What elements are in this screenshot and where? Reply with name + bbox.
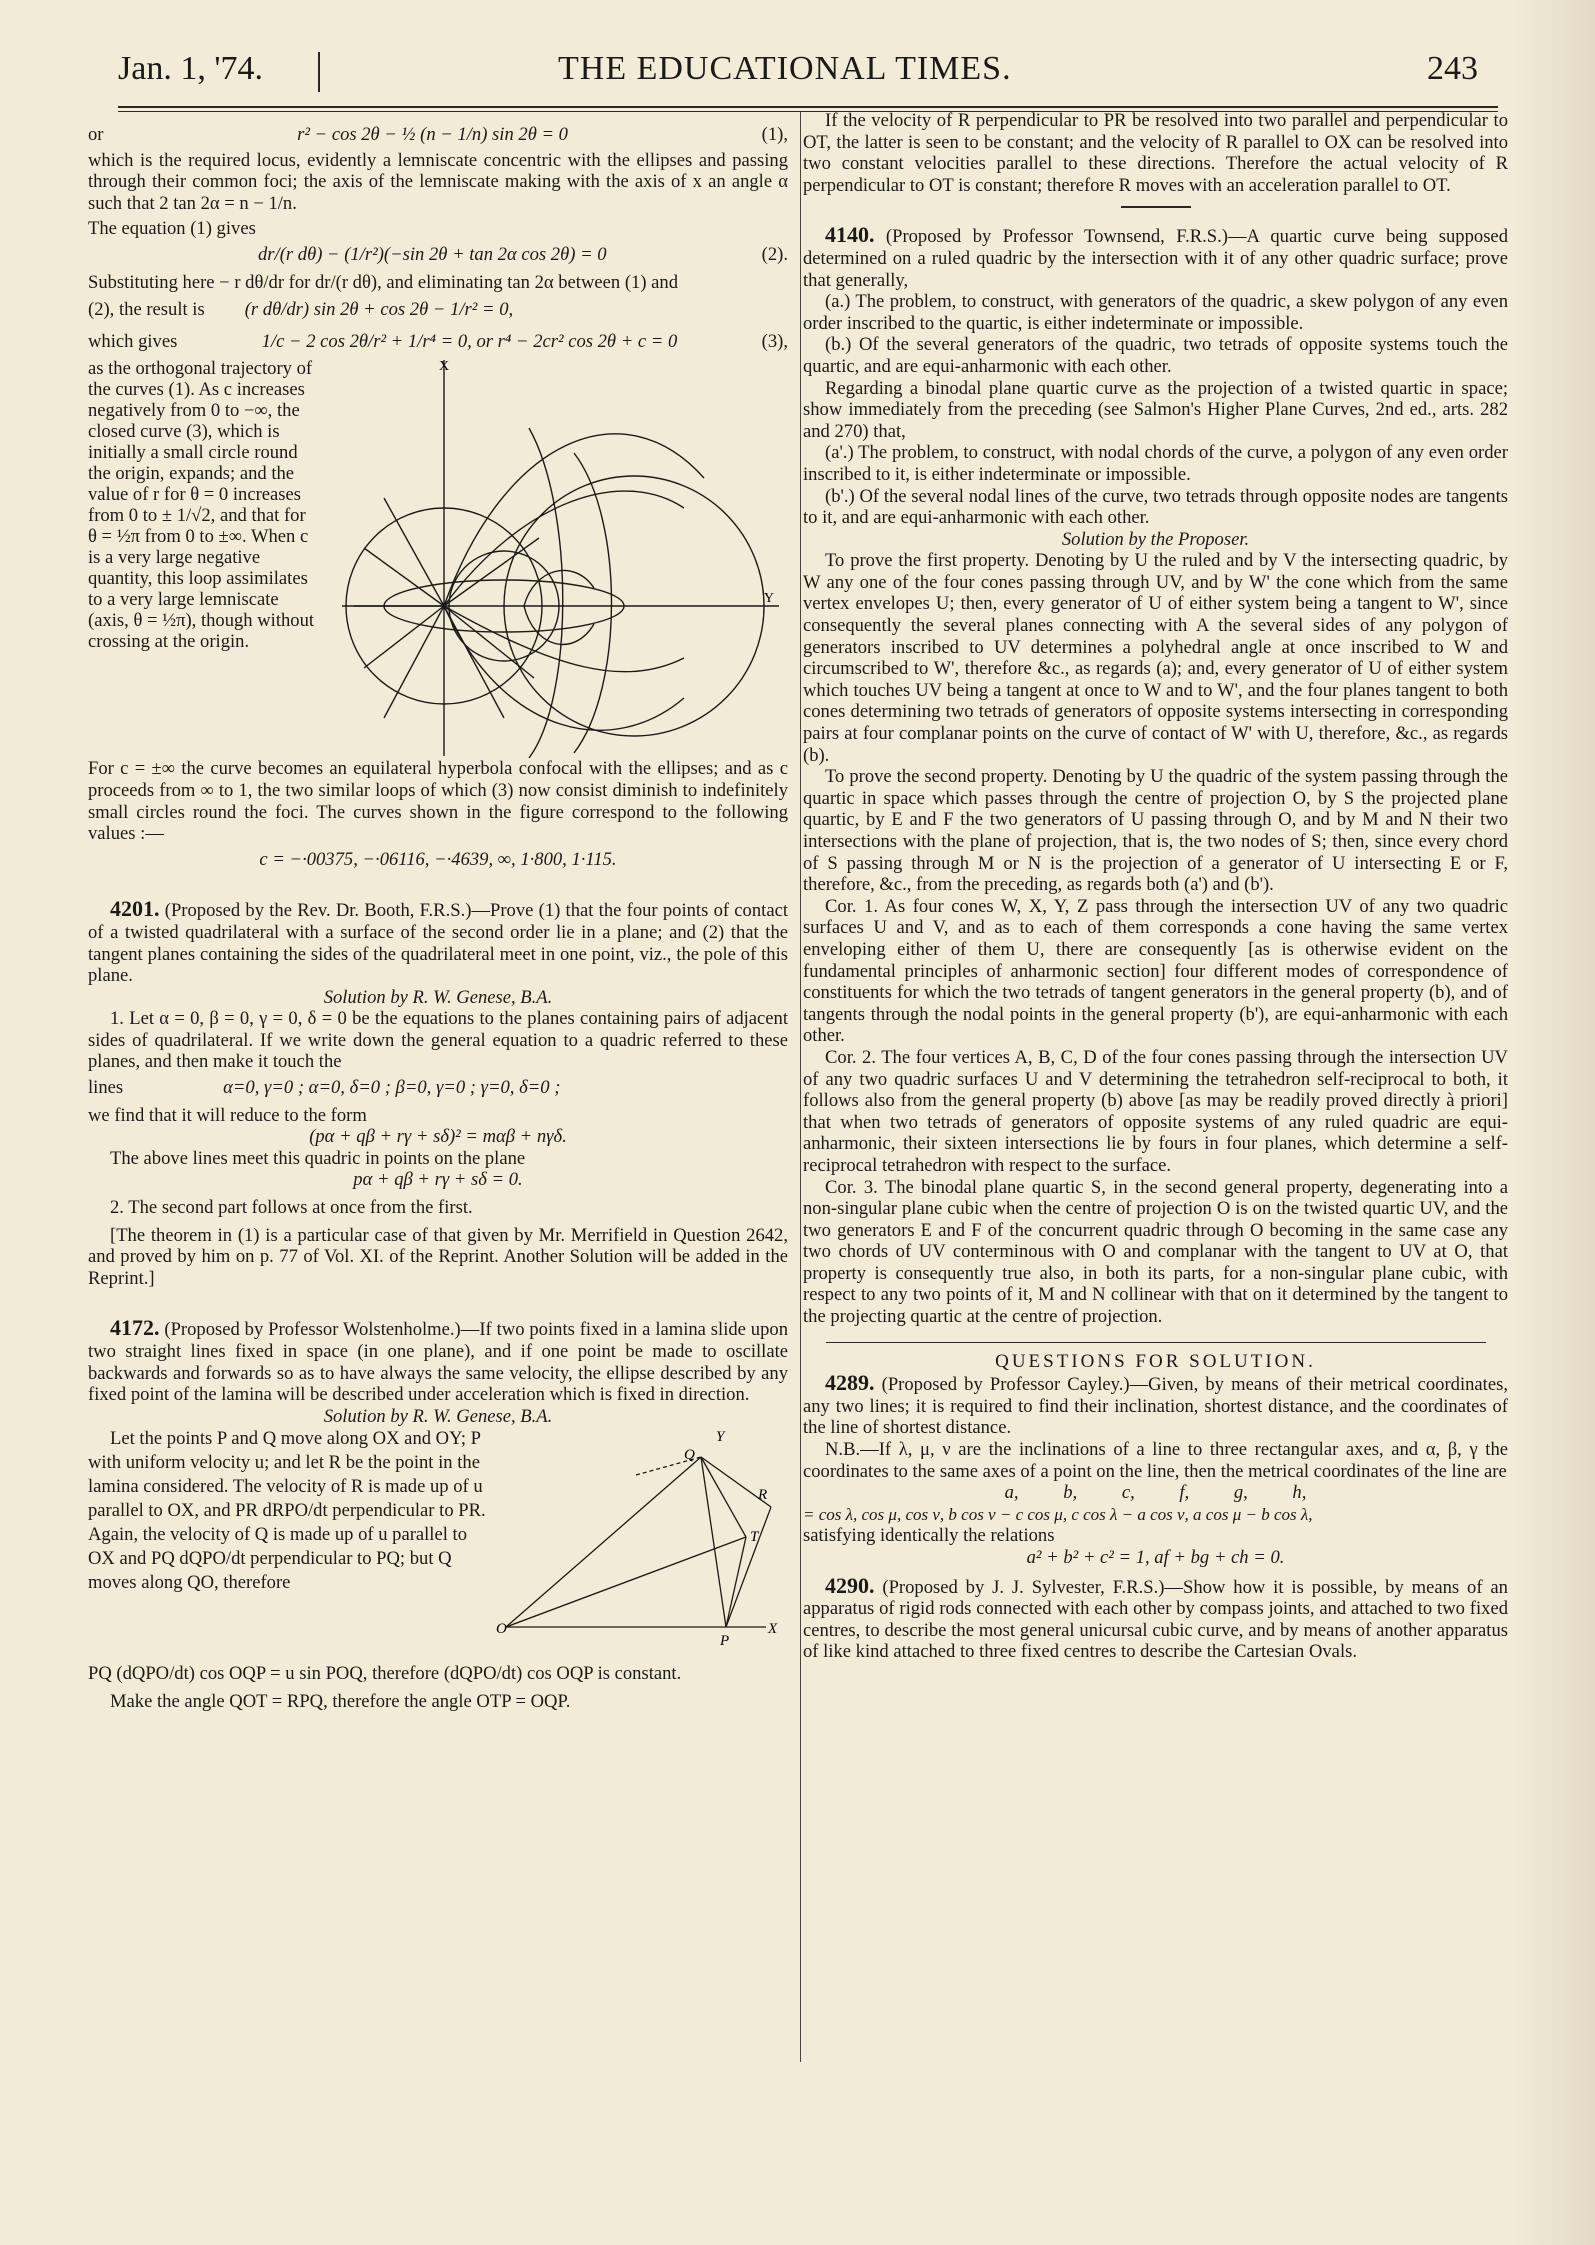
section-heading: QUESTIONS FOR SOLUTION. (995, 1350, 1316, 1372)
label-t: T (750, 1529, 759, 1546)
axis-x-label: X (438, 359, 450, 375)
section-separator (1121, 206, 1191, 208)
lines-equations: lines α=0, γ=0 ; α=0, δ=0 ; β=0, γ=0 ; γ=0, δ=0 ; (88, 1077, 561, 1099)
paragraph: Regarding a binodal plane quartic curve as the projection of a twisted quartic in space; show immediately from the preceding (see Salmon's Higher Plane Curves, 2nd ed., arts. 282 and 270) that, (803, 377, 1508, 442)
axis-y-label: Y (763, 591, 774, 607)
lamina-diagram (496, 1427, 786, 1657)
paragraph: Make the angle QOT = RPQ, therefore the angle OTP = OQP. (110, 1690, 571, 1712)
question-4140: 4140. (Proposed by Professor Townsend, F.R.S.)—A quartic curve being supposed determined on a ruled quadric by the intersection with it of any other quadric surface; prove that generally, (803, 222, 1508, 291)
equation: pα + qβ + rγ + sδ = 0. (353, 1169, 523, 1191)
equation: (pα + qβ + rγ + sδ)² = mαβ + nγδ. (309, 1126, 567, 1148)
page-edge-shading (1515, 0, 1595, 2245)
equation-2: dr/(r dθ) − (1/r²)(−sin 2θ + tan 2α cos 2θ) = 0 (2). (258, 243, 788, 265)
paragraph: (b.) Of the several generators of the quadric, two tetrads of opposite systems touch the quartic, and are equi-anharmonic with each other. (803, 334, 1508, 377)
page-number: 243 (1427, 50, 1478, 87)
issue-date: Jan. 1, '74. (118, 50, 263, 87)
paragraph: To prove the second property. Denoting by U the quadric of the system passing through the quartic in space which passes through the centre of projection O, by S the projected plane quartic, by E and F the two generators of U passing through O, and by M and N their two intersections with the plane of projection, that is, the two nodes of S; then, since every chord of S passing through M or N is the projection of a generator of U intersecting E or F, therefore, &c., from the preceding, as regards both (a') and (b'). (803, 766, 1508, 896)
paragraph: The equation (1) gives (88, 218, 256, 240)
lemniscate-figure (324, 358, 784, 758)
orthogonal-curves-diagram (324, 358, 784, 758)
question-4201: 4201. (Proposed by the Rev. Dr. Booth, F.R.S.)—Prove (1) that the four points of contact of a twisted quadrilateral with a surface of the second order lie in a plane; and (2) that the tangent planes containing the sides of the quadrilateral meet in one point, viz., the pole of this plane. (88, 896, 788, 987)
header-rule (118, 106, 1498, 108)
lemniscate-figure-block (88, 358, 788, 758)
journal-title: THE EDUCATIONAL TIMES. (558, 50, 1012, 87)
relations-equation: a² + b² + c² = 1, af + bg + ch = 0. (1026, 1547, 1285, 1568)
section-separator (826, 1342, 1486, 1343)
question-4290: 4290. (Proposed by J. J. Sylvester, F.R.S.)—Show how it is possible, by means of an apparatus of rigid rods connected with each other by compass joints, and attached to two fixed centres, to describe the most general unicursal cubic curve, and by means of another apparatus of like kind attached to three fixed centres to describe the Cartesian Ovals. (803, 1572, 1508, 1663)
paragraph: Substituting here − r dθ/dr for dr/(r dθ), and eliminating tan 2α between (1) and (88, 271, 679, 293)
column-divider (800, 112, 801, 2062)
lamina-figure (496, 1427, 786, 1657)
values-line: c = −·00375, −·06116, −·4639, ∞, 1·800, 1·115. (259, 848, 617, 870)
coordinate-symbols: a, b, c, f, g, h, (1004, 1482, 1307, 1504)
paragraph: 2. The second part follows at once from the first. (110, 1197, 473, 1219)
label-q: Q (684, 1447, 695, 1464)
label-x: X (768, 1621, 778, 1638)
equation-4: which gives 1/c − 2 cos 2θ/r² + 1/r⁴ = 0, or r⁴ − 2cr² cos 2θ + c = 0 (3), (88, 330, 788, 352)
paragraph: which is the required locus, evidently a lemniscate concentric with the ellipses and passing through their common foci; the axis of the lemniscate making with the axis of x an angle α such that 2 tan 2α = n − 1/n. (88, 149, 788, 214)
paragraph: N.B.—If λ, μ, ν are the inclinations of a line to three rectangular axes, and α, β, γ the coordinates to the same axes of a point on the line, then the metrical coordinates of the line are (803, 1439, 1508, 1482)
left-column (88, 120, 788, 1713)
paragraph: we find that it will reduce to the form (88, 1104, 367, 1126)
figure-side-text: Let the points P and Q move along OX and OY; P with uniform velocity u; and let R be the point in the lamina considered. The velocity of R is made up of u parallel to OX, and PR dRPO/dt perpendicular to PR. Again, the velocity of Q is made up of u parallel to OX and PQ dQPO/dt perpendicular to PQ; but Q moves along QO, therefore (88, 1428, 486, 1594)
corollary-1: Cor. 1. As four cones W, X, Y, Z pass through the intersection UV of any two quadric surfaces U and V, and as to each of them corresponds a cone having the same vertex enveloping either of them U, there are consequently [as is otherwise evident on the fundamental principles of anharmonic section] four different modes of correspondence of constituents for which the two tetrads of tangent generators in the general property (b), and of tangents through the nodal points in the general property (b'), are equi-anharmonic with each other. (803, 895, 1508, 1047)
label-p: P (720, 1633, 730, 1650)
label-r: R (758, 1487, 768, 1504)
paragraph: satisfying identically the relations (803, 1525, 1055, 1547)
paragraph: For c = ±∞ the curve becomes an equilateral hyperbola confocal with the ellipses; and as c proceeds from ∞ to 1, the two similar loops of which (3) now consist diminish to indefinitely small circles round the foci. The curves shown in the figure correspond to the following values :— (88, 758, 788, 845)
question-number: 4201. (110, 896, 160, 922)
question-number: 4289. (825, 1370, 875, 1396)
right-column (803, 110, 1508, 1663)
paragraph: (a.) The problem, to construct, with generators of the quadric, a skew polygon of any even order inscribed to the quartic, is either indeterminate or impossible. (803, 291, 1508, 334)
paragraph: (b'.) Of the several nodal lines of the curve, two tetrads through opposite nodes are tangents to it, and are equi-anharmonic with each other. (803, 485, 1508, 529)
solution-heading: Solution by R. W. Genese, B.A. (323, 1405, 553, 1427)
figure-side-text: as the orthogonal trajectory of the curves (1). As c increases negatively from 0 to −∞, the closed curve (3), which is initially a small circle round the origin, expands; and the value of r for θ = 0 increases from 0 to ± 1/√2, and that for θ = ½π from 0 to ±∞. When c is a very large negative quantity, this loop assimilates to a very large lemniscate (axis, θ = ½π), though without crossing at the origin. (88, 358, 315, 653)
question-4289: 4289. (Proposed by Professor Cayley.)—Given, by means of their metrical coordinates, any two lines; it is required to find their inclination, shortest distance, and the coordinates of the line of shortest distance. (803, 1370, 1508, 1439)
corollary-2: Cor. 2. The four vertices A, B, C, D of the four cones passing through the intersection UV of any two quadric surfaces U and V determining the tetrahedron self-reciprocal to both, it follows also from the general property (b) above [as may be readily proved directly à priori] that when two tetrads of generators of opposite systems of any ruled quadric are equi-anharmonic, their sixteen intersections lie by fours in four planes, which determine a self-reciprocal tetrahedron with respect to the surface. (803, 1046, 1508, 1176)
question-number: 4172. (110, 1315, 160, 1341)
equation-line: PQ (dQPO/dt) cos OQP = u sin POQ, therefore (dQPO/dt) cos OQP is constant. (88, 1663, 682, 1685)
solution-heading: Solution by R. W. Genese, B.A. (323, 986, 553, 1008)
label-o: O (496, 1621, 507, 1638)
paragraph: To prove the first property. Denoting by U the ruled and by V the intersecting quadric, by W any one of the four cones passing through UV, and by W' the cone which from the same vertex envelopes U; then, every generator of U of either system being a tangent to W', since consequently the several planes connecting with A the several sides of any polygon of generators inscribed to UV determines a polyhedral angle at once inscribed to W and circumscribed to W', therefore &c., as regards (a); and, every generator of U of either system which touches UV being a tangent at once to W and to W', and the four planes tangent to both cones determining two tetrads of generators of opposite systems intersecting in corresponding pairs at four complanar points on the curve of contact of W' with U, therefore, &c., as regards (b). (803, 550, 1508, 766)
lamina-figure-block (88, 1427, 788, 1657)
paragraph: The above lines meet this quadric in points on the plane (110, 1147, 526, 1169)
corollary-3: Cor. 3. The binodal plane quartic S, in the second general property, degenerating into a non-singular plane cubic when the centre of projection O is on the twisted quartic UV, and the two generators E and F of the concurrent quadric through O becoming in the same case any two chords of UV conterminous with O and complanar with the tangent to UV at O, that property is consequently true also, in both its parts, for a non-singular plane cubic, with respect to any two points of it, M and N collinear with that on it determined by the tangent to the projecting quartic at the centre of projection. (803, 1176, 1508, 1328)
question-4172: 4172. (Proposed by Professor Wolstenholme.)—If two points fixed in a lamina slide upon two straight lines fixed in space (in one plane), and if one point be made to oscillate backwards and forwards so as to have always the same velocity, the ellipse described by any fixed point of the lamina will be described under acceleration which is fixed in direction. (88, 1315, 788, 1406)
paragraph: (a'.) The problem, to construct, with nodal chords of the curve, a polygon of any even order inscribed to it, is either indeterminate or impossible. (803, 442, 1508, 485)
editor-note: [The theorem in (1) is a particular case of that given by Mr. Merrifield in Question 2642, and proved by him on p. 77 of Vol. XI. of the Reprint. Another Solution will be added in the Reprint.] (88, 1224, 788, 1289)
paragraph: If the velocity of R perpendicular to PR be resolved into two parallel and perpendicular to OT, the latter is seen to be constant; and the velocity of R parallel to OX can be resolved into two constant velocities parallel to these directions. Therefore the actual velocity of R perpendicular to OT is constant; therefore R moves with an acceleration parallel to OT. (803, 110, 1508, 196)
running-header (118, 50, 1478, 104)
equation-1: or r² − cos 2θ − ½ (n − 1/n) sin 2θ = 0 (1), (88, 124, 788, 145)
question-number: 4290. (825, 1572, 875, 1598)
header-divider (318, 52, 320, 92)
question-number: 4140. (825, 222, 875, 248)
label-y: Y (716, 1429, 725, 1446)
coordinate-values: = cos λ, cos μ, cos ν, b cos ν − c cos μ, c cos λ − a cos ν, a cos μ − b cos λ, (803, 1504, 1313, 1524)
solution-heading: Solution by the Proposer. (1061, 528, 1250, 550)
equation-3: (2), the result is (r dθ/dr) sin 2θ + cos 2θ − 1/r² = 0, (88, 299, 514, 321)
paragraph: 1. Let α = 0, β = 0, γ = 0, δ = 0 be the equations to the planes containing pairs of adjacent sides of quadrilateral. If we write down the general equation to a quadric referred to these planes, and then make it touch the (88, 1008, 788, 1073)
